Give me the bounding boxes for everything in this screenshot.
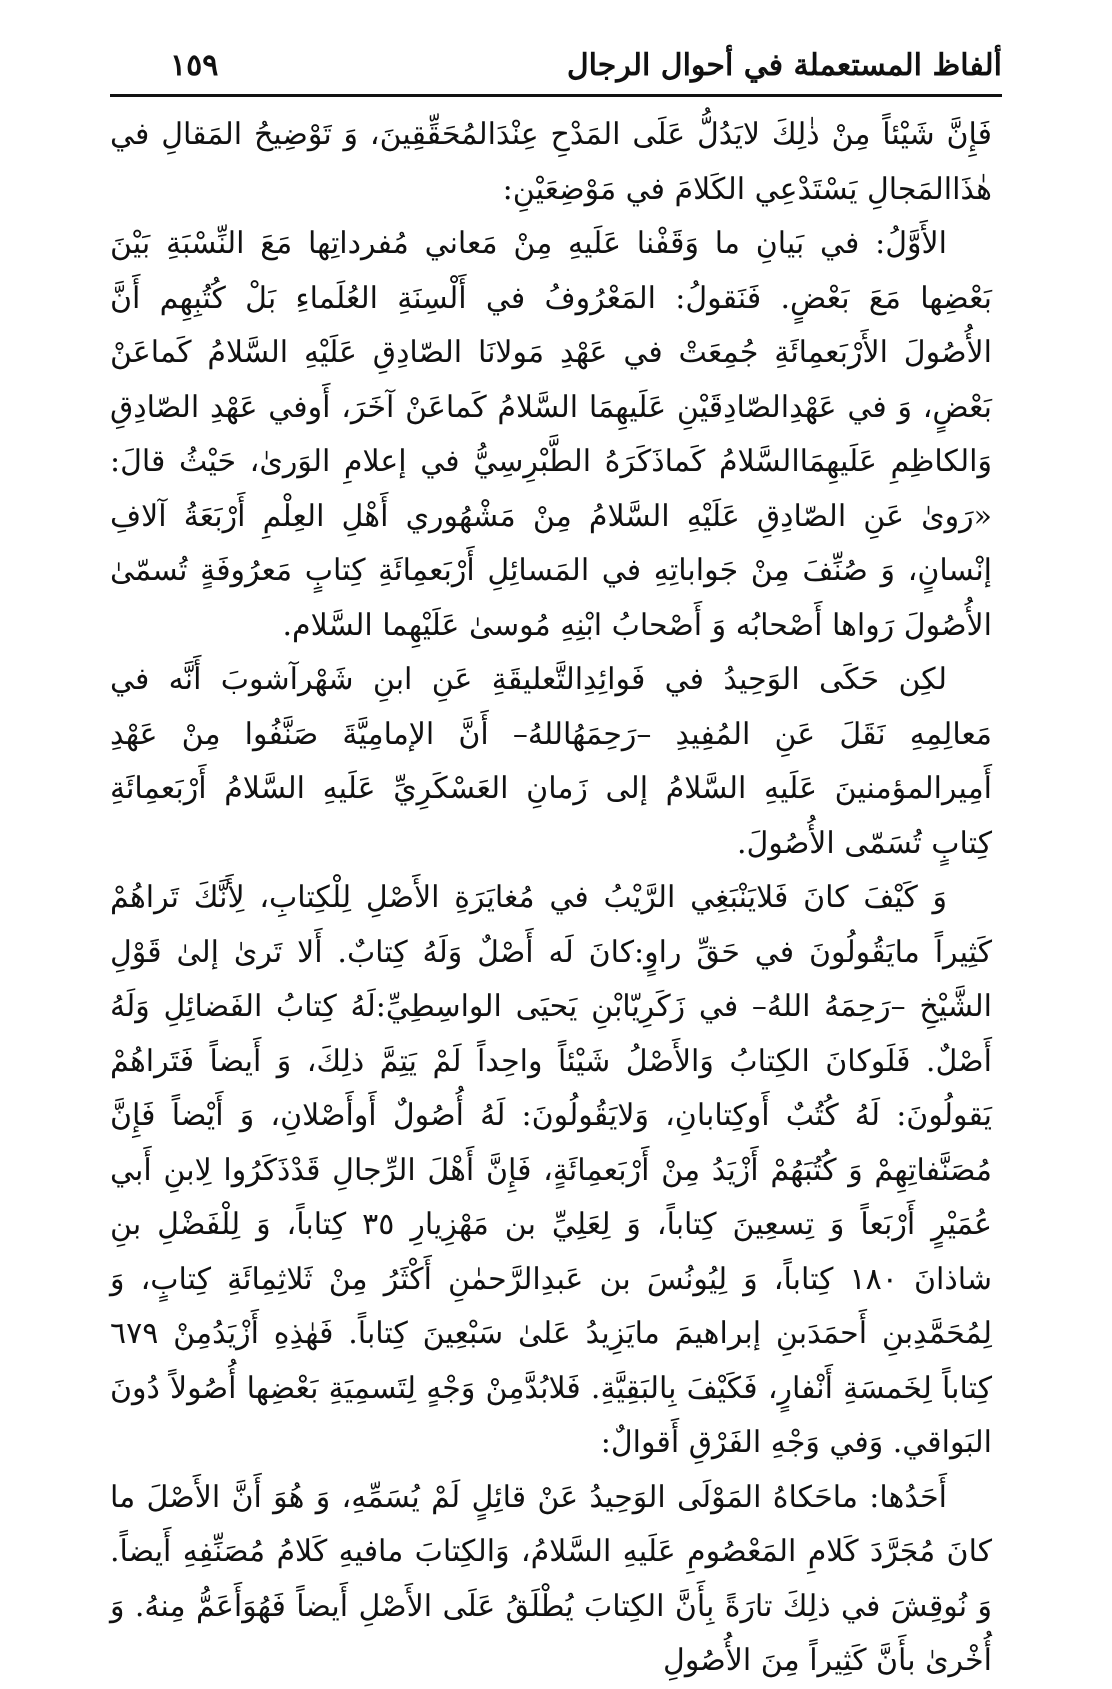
paragraph-continuation: فَإِنَّ شَيْئاً مِنْ ذٰلِكَ لايَدُلُّ عَلَى المَدْحِ عِنْدَالمُحَقِّقِينَ، وَ تَوْضِيحُ المَقالِ في هٰذَاالمَجالِ يَسْتَدْعِي الكَلامَ في مَوْضِعَيْنِ: [110,117,992,207]
page-header [110,40,1002,92]
paragraph-first-opinion: أَحَدُها: ماحَكاهُ المَوْلَى الوَحِيدُ عَنْ قائِلٍ لَمْ يُسَمِّهِ، وَ هُوَ أَنَّ الأَصْلَ ما كانَ مُجَرَّدَ كَلامِ المَعْصُومِ عَلَيهِ السَّلامُ، وَالكِتابَ مافيهِ كَلامُ مُصَنِّفِهِ أَيضاً. وَ نُوقِشَ في ذلِكَ تارَةً بِأَنَّ الكِتابَ يُطْلَقُ عَلَى الأَصْلِ أَيضاً فَهُوَأَعَمُّ مِنهُ. وَ أُخْرىٰ بأَنَّ كَثِيراً مِنَ الأُصُولِ [110,1479,992,1678]
body-text [110,108,992,1689]
paragraph-wahid-report: لكِن حَكَى الوَحِيدُ في فَوائِدِالتَّعليقَةِ عَنِ ابنِ شَهْرآشوبَ أَنَّه في مَعالِمِهِ نَقَلَ عَنِ المُفِيدِ –رَحِمَهُاللهُ– أَنَّ الإمامِيَّةَ صَنَّفُوا مِنْ عَهْدِ أَمِيرالمؤمنينَ عَلَيهِ السَّلامُ إلى زَمانِ العَسْكَرِيِّ عَلَيهِ السَّلامُ أَرْبَعمِائَةِ كِتابٍ تُسَمّى الأُصُولَ. [110,662,992,861]
paragraph-first-topic: الأَوَّلُ: في بَيانِ ما وَقَفْنا عَلَيهِ مِنْ مَعاني مُفرداتِها مَعَ النِّسْبَةِ بَيْنَ بَعْضِها مَعَ بَعْضٍ. فَنَقولُ: المَعْرُوفُ في أَلْسِنَةِ العُلَماءِ بَلْ كُتُبِهِم أَنَّ الأُصُولَ الأَرْبَعمِائَةِ جُمِعَتْ في عَهْدِ مَولانَا الصّادِقِ عَلَيْهِ السَّلامُ كَماعَنْ بَعْضٍ، وَ في عَهْدِالصّادِقَيْنِ عَلَيهِمَا السَّلامُ كَماعَنْ آخَرَ، أَوفي عَهْدِ الصّادِقِ وَالكاظِمِ عَلَيهِمَاالسَّلامُ كَماذَكَرَهُ الطَّبْرِسِيُّ في إعلامِ الوَرىٰ، حَيْثُ قالَ: «رَوىٰ عَنِ الصّادِقِ عَلَيْهِ السَّلامُ مِنْ مَشْهُوري أَهْلِ العِلْمِ أَرْبَعَةُ آلافِ إنْسانٍ، وَ صُنِّفَ مِنْ جَواباتِهِ في المَسائِلِ أَرْبَعمِائَةِ كِتابٍ مَعرُوفَةٍ تُسمّىٰ الأُصُولَ رَواها أَصْحابُه وَ أَصْحابُ ابْنِهِ مُوسىٰ عَلَيْهِما السَّلام. [110,226,992,643]
page-number: ١٥٩ [170,48,219,83]
header-rule [110,94,1002,97]
running-title: ألفاظ المستعملة في أحوال الرجال [566,48,1002,83]
paragraph-asl-vs-kitab: وَ كَيْفَ كانَ فَلايَنْبَغِي الرَّيْبُ في مُغايَرَةِ الأَصْلِ لِلْكِتابِ، لِأَنَّكَ تَراهُمْ كَثِيراً مايَقُولُونَ في حَقِّ راوٍ:كانَ لَه أَصْلٌ وَلَهُ كِتابٌ. أَلا تَرىٰ إلىٰ قَوْلِ الشَّيْخِ –رَحِمَهُ اللهُ– في زَكَرِيّابْنِ يَحيَى الواسِطِيِّ:لَهُ كِتابُ الفَضائِلِ وَلَهُ أَصْلٌ. فَلَوكانَ الكِتابُ وَالأَصْلُ شَيْئاً واحِداً لَمْ يَتِمَّ ذلِكَ، وَ أَيضاً فَتَراهُمْ يَقولُونَ: لَهُ كُتُبٌ أَوكِتابانِ، وَلايَقُولُونَ: لَهُ أُصُولٌ أَوأَصْلانِ، وَ أَيْضاً فَإِنَّ مُصَنَّفاتِهِمْ وَ كُتُبَهُمْ أَزْيَدُ مِنْ أَرْبَعمِائَةٍ، فَإِنَّ أَهْلَ الرِّجالِ قَدْذَكَرُوا لِابنِ أَبي عُمَيْرٍ أَرْبَعاً وَ تِسعِينَ كِتاباً، وَ لِعَلِيِّ بن مَهْزِيارِ ٣٥ كِتاباً، وَ لِلْفَضْلِ بنِ شاذانَ ١٨٠ كِتاباً، وَ لِيُونُسَ بن عَبدِالرَّحمٰنِ أَكْثَرُ مِنْ ثَلاثِمِائَةِ كِتابٍ، وَ لِمُحَمَّدِبنِ أَحمَدَبنِ إبراهيمَ مايَزِيدُ عَلىٰ سَبْعِينَ كِتاباً. فَهٰذِهِ أَزْيَدُمِنْ ٦٧٩ كِتاباً لِخَمسَةِ أَنْفارٍ، فَكَيْفَ بِالبَقِيَّةِ. فَلابُدَّمِنْ وَجْهٍ لِتَسمِيَةِ بَعْضِها أُصُولاً دُونَ البَواقي. وَفي وَجْهِ الفَرْقِ أَقوالٌ: [110,880,992,1460]
